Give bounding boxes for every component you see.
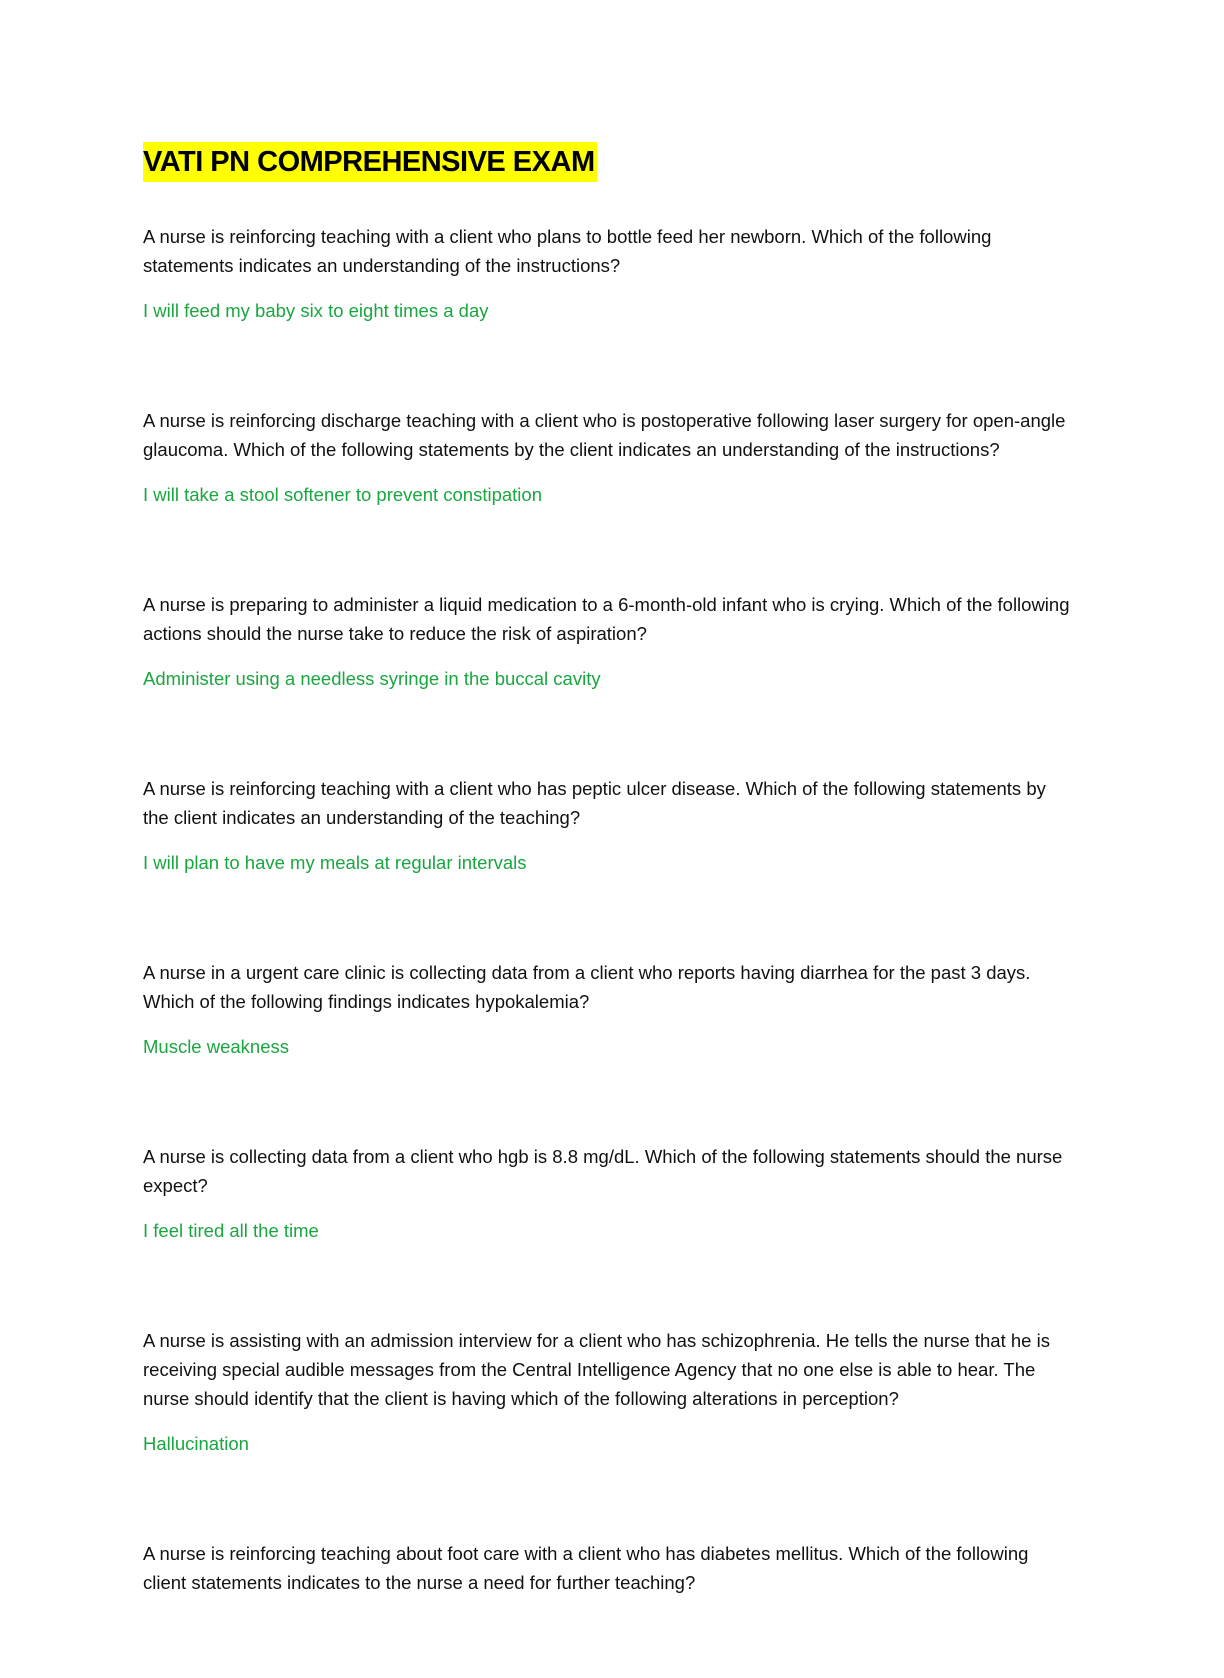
question-item bbox=[143, 222, 1073, 325]
question-item bbox=[143, 1539, 1073, 1597]
question-item bbox=[143, 590, 1073, 693]
answer-text: I will take a stool softener to prevent constipation bbox=[143, 484, 542, 505]
question-text: A nurse is collecting data from a client who hgb is 8.8 mg/dL. Which of the following statements should the nurse expect? bbox=[143, 1146, 1063, 1196]
answer-text: Muscle weakness bbox=[143, 1036, 290, 1057]
question-list bbox=[143, 222, 1073, 1597]
question-item bbox=[143, 774, 1073, 877]
question-text: A nurse in a urgent care clinic is collecting data from a client who reports having diarrhea for the past 3 days. Which of the following findings indicates hypokalemia? bbox=[143, 962, 1031, 1012]
question-item bbox=[143, 1142, 1073, 1245]
question-text: A nurse is reinforcing teaching with a client who plans to bottle feed her newborn. Which of the following statements indicates an understanding of the instructions? bbox=[143, 226, 992, 276]
answer-text: Hallucination bbox=[143, 1433, 249, 1454]
answer-text: I will feed my baby six to eight times a day bbox=[143, 300, 489, 321]
question-item bbox=[143, 406, 1073, 509]
question-text: A nurse is assisting with an admission interview for a client who has schizophrenia. He tells the nurse that he is receiving special audible messages from the Central Intelligence Agency that no one else is able to hear. The nurse should identify that the client is having which of the following alterations in perception? bbox=[143, 1330, 1050, 1409]
question-text: A nurse is reinforcing discharge teaching with a client who is postoperative following laser surgery for open-angle glaucoma. Which of the following statements by the client indicates an understanding of the instructions? bbox=[143, 410, 1066, 460]
question-item bbox=[143, 958, 1073, 1061]
answer-text: I feel tired all the time bbox=[143, 1220, 319, 1241]
question-item bbox=[143, 1326, 1073, 1458]
answer-text: I will plan to have my meals at regular intervals bbox=[143, 852, 527, 873]
document-title: VATI PN COMPREHENSIVE EXAM bbox=[143, 142, 597, 182]
question-text: A nurse is preparing to administer a liquid medication to a 6-month-old infant who is crying. Which of the following actions should the nurse take to reduce the risk of aspiration? bbox=[143, 594, 1070, 644]
answer-text: Administer using a needless syringe in the buccal cavity bbox=[143, 668, 601, 689]
question-text: A nurse is reinforcing teaching about foot care with a client who has diabetes mellitus. Which of the following client statements indicates to the nurse a need for further teaching? bbox=[143, 1543, 1029, 1593]
document-page bbox=[143, 142, 1073, 1678]
question-text: A nurse is reinforcing teaching with a client who has peptic ulcer disease. Which of the following statements by the client indicates an understanding of the teaching? bbox=[143, 778, 1046, 828]
